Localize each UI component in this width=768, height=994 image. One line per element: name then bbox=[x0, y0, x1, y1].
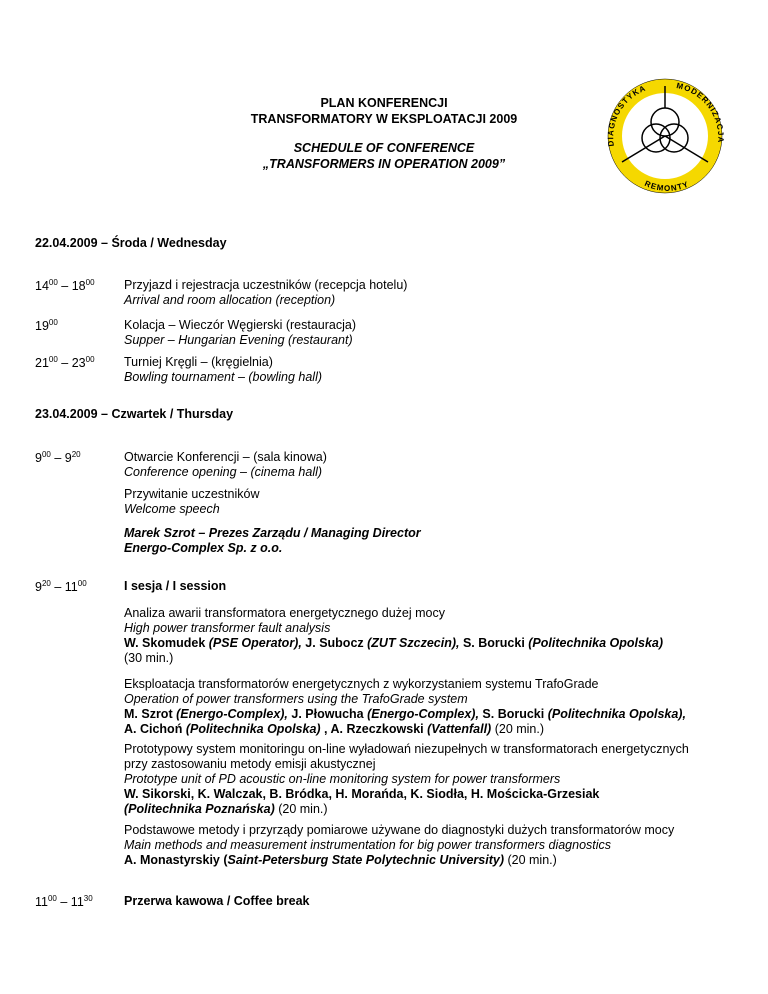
svg-text:MODERNIZACJA bbox=[676, 81, 726, 144]
schedule-item bbox=[124, 318, 724, 348]
talk-item bbox=[124, 742, 724, 817]
conference-logo bbox=[600, 76, 730, 196]
item-en: Conference opening – (cinema hall) bbox=[124, 465, 323, 479]
welcome-item bbox=[124, 487, 724, 517]
talk-affiliation: (Politechnika Poznańska) (20 min.) bbox=[124, 802, 328, 816]
title-pl-line1: PLAN KONFERENCJI bbox=[320, 96, 448, 110]
time-slot: $14^{00} - 18^{00}$ bbox=[35, 278, 95, 293]
talk-title-en: Main methods and measurement instrumentation for big power transformers diagnostics bbox=[124, 838, 612, 852]
item-pl: Przywitanie uczestników bbox=[124, 487, 260, 501]
logo-text-right: MODERNIZACJA bbox=[675, 81, 726, 144]
day-heading-1: 22.04.2009 – Środa / Wednesday bbox=[35, 236, 227, 250]
item-en: Supper – Hungarian Evening (restaurant) bbox=[124, 333, 353, 347]
talk-title-pl: Podstawowe metody i przyrządy pomiarowe używane do diagnostyki dużych transformatorów mocy bbox=[124, 823, 675, 837]
schedule-item bbox=[124, 450, 724, 480]
talk-item bbox=[124, 677, 724, 737]
title-en-line1: SCHEDULE OF CONFERENCE bbox=[293, 141, 475, 155]
talk-item bbox=[124, 823, 724, 868]
talk-title-en: Operation of power transformers using the TrafoGrade system bbox=[124, 692, 468, 706]
title-en-line2: „TRANSFORMERS IN OPERATION 2009” bbox=[262, 157, 506, 171]
talk-title-pl: Analiza awarii transformatora energetycznego dużej mocy bbox=[124, 606, 445, 620]
item-pl: Turniej Kręgli – (kręgielnia) bbox=[124, 355, 273, 369]
title-pl-line2: TRANSFORMATORY W EKSPLOATACJI 2009 bbox=[250, 112, 518, 126]
talk-authors: W. Skomudek (PSE Operator), J. Subocz (ZUT Szczecin), S. Borucki (Politechnika Opolska) bbox=[124, 636, 664, 650]
talk-title-en: High power transformer fault analysis bbox=[124, 621, 331, 635]
talk-title-pl: Eksploatacja transformatorów energetycznych z wykorzystaniem systemu TrafoGrade bbox=[124, 677, 599, 691]
talk-duration: (30 min.) bbox=[124, 651, 174, 665]
schedule-item bbox=[124, 278, 724, 308]
logo-text-bottom: REMONTY bbox=[643, 178, 691, 193]
talk-item bbox=[124, 606, 724, 666]
coffee-break: Przerwa kawowa / Coffee break bbox=[124, 894, 310, 908]
talk-authors: W. Sikorski, K. Walczak, B. Bródka, H. Morańda, K. Siodła, H. Mościcka-Grzesiak bbox=[124, 787, 600, 801]
talk-title-en: Prototype unit of PD acoustic on-line monitoring system for power transformers bbox=[124, 772, 561, 786]
speaker-block bbox=[124, 526, 724, 556]
time-slot: $11^{00} - 11^{30}$ bbox=[35, 894, 93, 909]
time-slot: $9^{20} - 11^{00}$ bbox=[35, 579, 87, 594]
talk-authors: A. Monastyrskiy (Saint-Petersburg State Polytechnic University) (20 min.) bbox=[124, 853, 557, 867]
day-heading-2: 23.04.2009 – Czwartek / Thursday bbox=[35, 407, 234, 421]
talk-title-pl: przy zastosowaniu metody emisji akustycznej bbox=[124, 757, 376, 771]
item-pl: Przyjazd i rejestracja uczestników (recepcja hotelu) bbox=[124, 278, 408, 292]
time-slot: $19^{00}$ bbox=[35, 318, 58, 333]
time-slot: $21^{00} - 23^{00}$ bbox=[35, 355, 95, 370]
item-en: Bowling tournament – (bowling hall) bbox=[124, 370, 323, 384]
speaker-name: Marek Szrot – Prezes Zarządu / Managing Director bbox=[124, 526, 421, 540]
schedule-item bbox=[124, 355, 724, 385]
logo-text-top: DIAGNOSTYKA bbox=[606, 83, 648, 147]
talk-authors: A. Cichoń (Politechnika Opolska) , A. Rzeczkowski (Vattenfall) (20 min.) bbox=[124, 722, 545, 736]
item-pl: Kolacja – Wieczór Węgierski (restauracja) bbox=[124, 318, 357, 332]
item-pl: Otwarcie Konferencji – (sala kinowa) bbox=[124, 450, 327, 464]
time-slot: $9^{00} - 9^{20}$ bbox=[35, 450, 81, 465]
talk-title-pl: Prototypowy system monitoringu on-line wyładowań niezupełnych w transformatorach energetycznych bbox=[124, 742, 689, 756]
item-en: Arrival and room allocation (reception) bbox=[124, 293, 336, 307]
talk-authors: M. Szrot (Energo-Complex), J. Płowucha (Energo-Complex), S. Borucki (Politechnika Opolska), bbox=[124, 707, 686, 721]
item-en: Welcome speech bbox=[124, 502, 220, 516]
speaker-company: Energo-Complex Sp. z o.o. bbox=[124, 541, 283, 555]
session-heading: I sesja / I session bbox=[124, 579, 227, 593]
